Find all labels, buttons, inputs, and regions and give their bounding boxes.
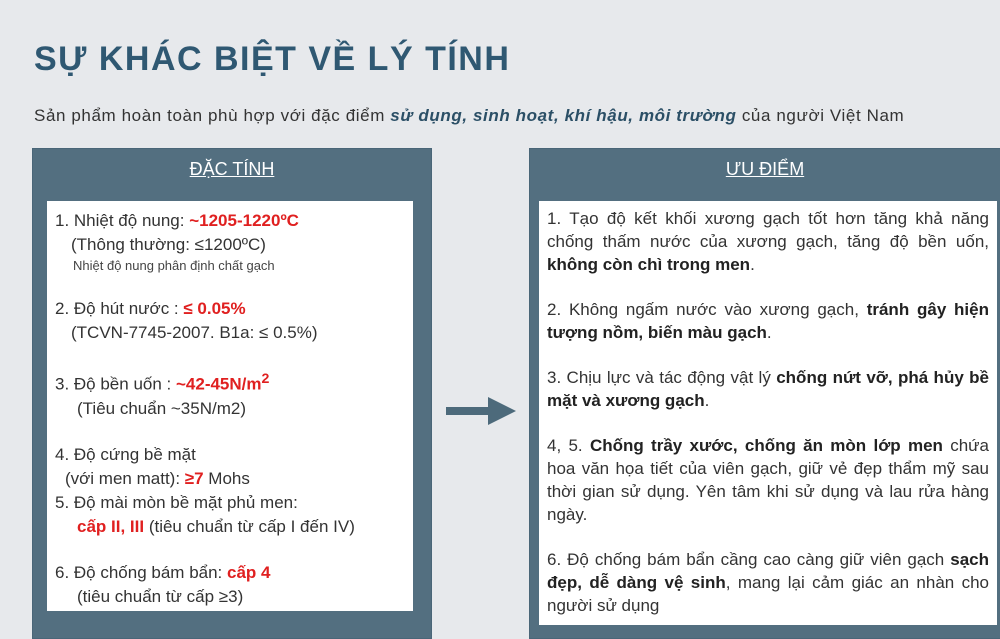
property-stain-resistance: 6. Độ chống bám bẩn: cấp 4 (55, 562, 271, 582)
subtitle-prefix: Sản phẩm hoàn toàn phù hợp với đặc điểm (34, 106, 391, 125)
property-firing-temp-note: Nhiệt độ nung phân định chất gạch (73, 258, 275, 273)
subtitle-suffix: của người Việt Nam (736, 106, 905, 125)
advantage-item-5: 6. Độ chống bám bẩn cầng cao càng giữ viên gạch sạch đẹp, dễ dàng vệ sinh, mang lại cảm giác an nhàn cho người sử dụng (547, 550, 990, 615)
subtitle-highlight: sử dụng, sinh hoạt, khí hậu, môi trường (390, 106, 737, 125)
arrow-right-icon (446, 397, 516, 425)
property-surface-hardness: 4. Độ cứng bề mặt (55, 444, 196, 464)
property-bending-strength-sub: (Tiêu chuẩn ~35N/m2) (77, 398, 246, 418)
property-bending-strength: 3. Độ bền uốn : $\sim 42-45N/m^2$ (55, 371, 270, 394)
advantage-item-1: 1. Tạo độ kết khối xương gạch tốt hơn tăng khả năng chống thấm nước của xương gạch, tăng độ bền uốn, không còn chì trong men. (547, 209, 989, 274)
properties-panel (32, 148, 432, 639)
subtitle (34, 106, 904, 126)
property-stain-resistance-sub: (tiêu chuẩn từ cấp ≥3) (77, 586, 244, 606)
property-firing-temp: 1. Nhiệt độ nung: ~1205-1220ºC (55, 211, 299, 230)
property-water-absorption-sub: (TCVN-7745-2007. B1a: ≤ 0.5%) (71, 323, 318, 342)
advantage-item-3: 3. Chịu lực và tác động vật lý chống nứt vỡ, phá hủy bề mặt và xương gạch. (547, 368, 989, 410)
advantages-list (539, 201, 997, 625)
property-firing-temp-sub: (Thông thường: ≤1200ºC) (71, 235, 266, 254)
page-title: SỰ KHÁC BIỆT VỀ LÝ TÍNH (34, 40, 511, 78)
property-abrasion: 5. Độ mài mòn bề mặt phủ men: (55, 492, 298, 512)
property-abrasion-sub: cấp II, III (tiêu chuẩn từ cấp I đến IV) (77, 516, 355, 536)
property-surface-hardness-sub: (với men matt): ≥7 Mohs (65, 468, 250, 488)
advantages-header: ƯU ĐIỂM (725, 159, 805, 179)
properties-list (47, 201, 413, 611)
property-water-absorption: 2. Độ hút nước : ≤ 0.05% (55, 299, 246, 318)
advantage-item-2: 2. Không ngấm nước vào xương gạch, tránh gây hiện tượng nồm, biến màu gạch. (547, 300, 989, 342)
properties-header: ĐẶC TÍNH (189, 159, 275, 179)
advantages-panel (529, 148, 1000, 639)
advantage-item-4: 4, 5. Chống trầy xước, chống ăn mòn lớp men chứa hoa văn họa tiết của viên gạch, giữ vẻ đẹp thẩm mỹ sau thời gian sử dụng. Yên tâm khi sử dụng và lau rửa hàng ngày. (547, 436, 990, 524)
